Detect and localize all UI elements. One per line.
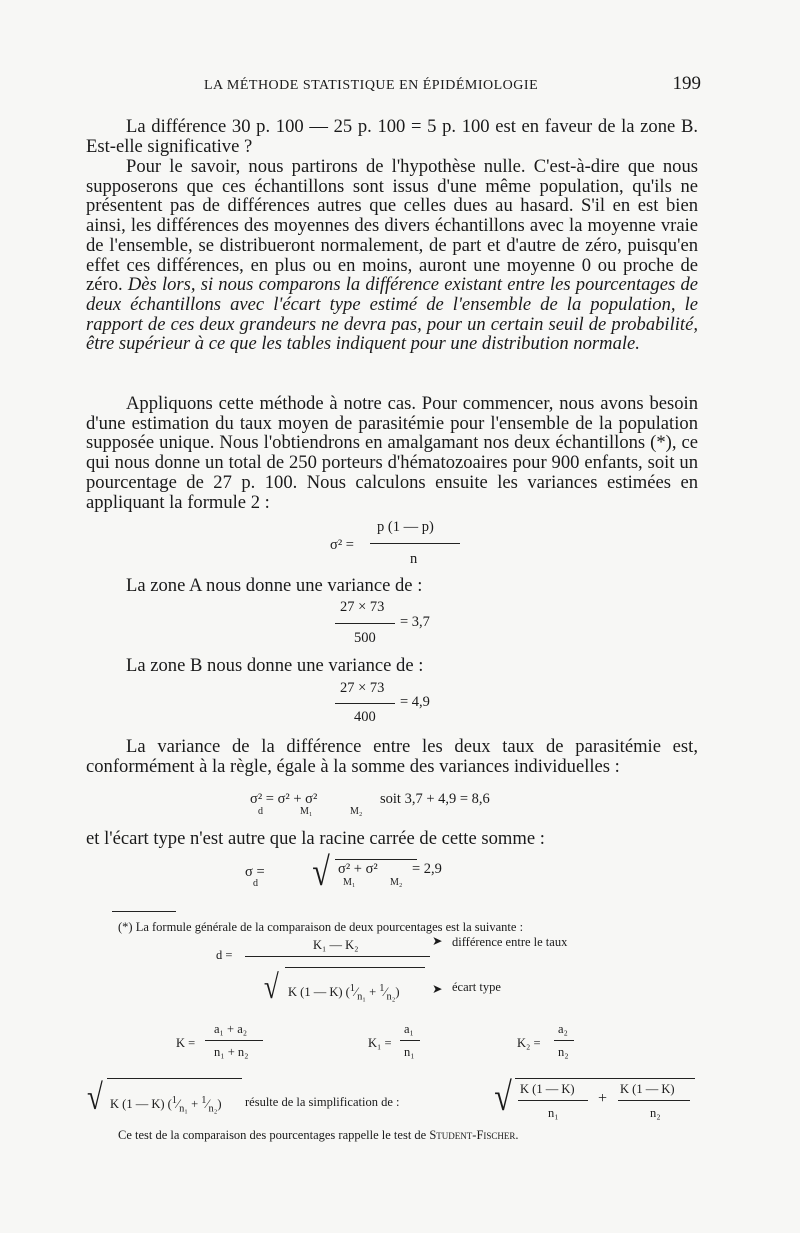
fraction-bar [370,543,460,544]
radical-sign: √ [263,969,279,1006]
paragraph-7: et l'écart type n'est autre que la racine carrée de cette somme : [86,828,545,849]
page-number: 199 [672,73,701,94]
header-title: LA MÉTHODE STATISTIQUE EN ÉPIDÉMIOLOGIE [204,78,539,93]
paragraph-3: Appliquons cette méthode à notre cas. Pour commencer, nous avons besoin d'une estimation du taux moyen de parasitémie pour l'ensemble de la population supposée unique. Nous l'obtiendrons en amalgamant nos deux échantillons (*), ce qui nous donne un total de 250 porteurs d'hématozoaires pour 900 enfants, soit un pourcentage de 27 p. 100. Nous calculons ensuite les variances estimées en appliquant la formule 2 : [86,393,698,513]
arrow-icon: ➤ [432,982,443,996]
document-page: LA MÉTHODE STATISTIQUE EN ÉPIDÉMIOLOGIE 199 La différence 30 p. 100 — 25 p. 100 = 5 p. 100 est en faveur de la zone B. Est-elle significative ? Pour le savoir, nous partirons de l'hypothèse nulle. C'est-à-dire que nous supposerons que ces échantillons sont issus d'une même population, qu'ils ne présentent pas de différences autres que celles dues au hasard. S'il en est bien ainsi, les différences des moyennes des divers échantillons avec la moyenne vraie de l'ensemble, se distribueront normalement, de part et d'autre de zéro, puisqu'en effet ces différences, en plus ou en moins, auront une moyenne 0 ou proche de zéro. Dès lors, si nous comparons la différence existant entre les pourcentages de deux échantillons avec l'écart type estimé de l'ensemble de la population, le rapport de ces deux grandeurs ne devra pas, pour un certain seuil de probabilité, être supérieur à ce que les tables indiquent pour une distribution normale. Appliquons cette méthode à notre cas. Pour commencer, nous avons besoin d'une estimation du taux moyen de parasitémie pour l'ensemble de la population supposée unique. Nous l'obtiendrons en amalgamant nos deux échantillons (*), ce qui nous donne un total de 250 porteurs d'hématozoaires pour 900 enfants, soit un pourcentage de 27 p. 100. Nous calculons ensuite les variances estimées en appliquant la formule 2 : σ² = p (1 — p) n La zone A nous donne une variance de : 27 × 73 = 3,7 500 La zone B nous donne une variance de : 27 × 73 = 4,9 400 La variance de la différence entre les deux taux de parasitémie est, conformément à la règle, égale à la somme des variances individuelles : σ² = σ² + σ² d M₁ M₂ soit 3,7 + 4,9 = 8,6 et l'écart type n'est autre que la racine carrée de cette somme : σ = d √ σ² + σ² M₁ M₂ = 2,9 (*) La formule générale de la comparaison de deux pourcentages est la suivante : d = K₁ — K₂ ➤ différence entre le taux √ K (1 — K) ($^1⁄_{n_1}$ + $^1⁄_{n_2}$) ➤ écart type K = a₁ + a₂ n₁ + n₂ K₁ = a₁ n₁ K₂ = a₂ n₂ √ K (1 — K) ($^1⁄_{n_1}$ + $^1⁄_{n_2}$) résulte de la simplification de : √ K (1 — K) n₁ + K (1 — K) n₂ Ce test de la comparaison des pourcentages rappelle le test de Student-Fischer. [86,73,701,1142]
paragraph-6: La variance de la différence entre les deux taux de parasitémie est, conformément à la règle, égale à la somme des variances individuelles : [86,736,698,777]
footnote-last-line: Ce test de la comparaison des pourcentages rappelle le test de Student-Fischer. [118,1128,519,1142]
fraction-bar [335,623,395,624]
paragraph-5: La zone B nous donne une variance de : [126,655,424,676]
footnote-intro: (*) La formule générale de la comparaison de deux pourcentages est la suivante : [118,920,524,934]
radical-sign: √ [494,1074,512,1119]
paragraph-2 [86,157,698,354]
arrow-icon: ➤ [432,934,443,948]
paragraph-1: La différence 30 p. 100 — 25 p. 100 = 5 p. 100 est en faveur de la zone B. Est-elle significative ? [86,116,698,157]
radical-sign: √ [312,849,330,894]
footnote-rule [112,911,176,912]
fraction-bar [335,703,395,704]
radical-sign: √ [86,1077,103,1117]
paragraph-2-italic: Dès lors, si nous comparons la différence existant entre les pourcentages de deux échantillons avec l'écart type estimé de l'ensemble de la population, le rapport de ces deux grandeurs ne devra pas, pour un certain seuil de probabilité, être supérieur à ce que les tables indiquent pour une distribution normale. [86,274,698,355]
paragraph-2-roman: Pour le savoir, nous partirons de l'hypothèse nulle. C'est-à-dire que nous supposerons que ces échantillons sont issus d'une même population, qu'ils ne présentent pas de différences autres que celles dues au hasard. S'il en est bien ainsi, les différences des moyennes des divers échantillons avec la moyenne vraie de l'ensemble, se distribueront normalement, de part et d'autre de zéro, puisqu'en effet ces différences, en plus ou en moins, auront une moyenne 0 ou proche de zéro. [86,156,698,296]
running-header [86,73,701,102]
paragraph-4: La zone A nous donne une variance de : [126,575,423,596]
